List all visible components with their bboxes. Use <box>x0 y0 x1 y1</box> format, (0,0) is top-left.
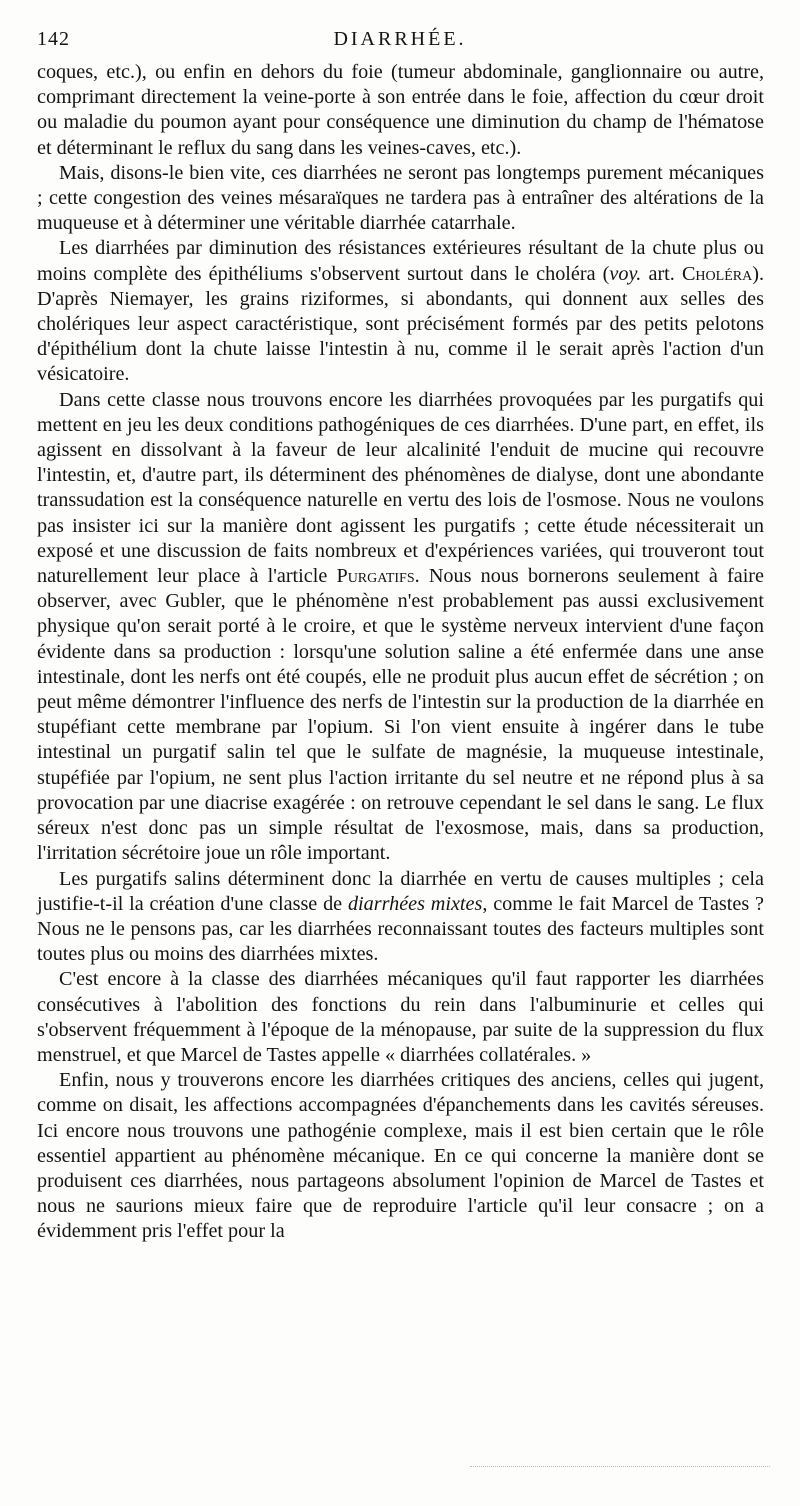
italic-run: diarrhées mixtes <box>347 892 483 915</box>
paragraph <box>37 60 764 161</box>
text-run: Les diarrhées par diminution des résistances extérieures résultant de la chute plus ou moins complète des épithéliums s'observent surtout dans le choléra ( <box>37 237 764 285</box>
text-run: coques, etc.), ou enfin en dehors du foie (tumeur abdominale, ganglionnaire ou autre, comprimant directement la veine-porte à son entrée dans le foie, affection du cœur droit ou maladie du poumon ayant pour conséquence une diminution du champ de l'hématose et déterminant le reflux du sang dans les veines-caves, etc.). <box>37 61 764 159</box>
footer-rule <box>470 1466 770 1471</box>
running-header <box>37 28 763 60</box>
paragraph <box>37 867 764 968</box>
text-run: Enfin, nous y trouverons encore les diarrhées critiques des anciens, celles qui jugent, comme on disait, les affections accompagnées d'épanchements dans les cavités séreuses. Ici encore nous trouvons une pathogénie complexe, mais il est bien certain que le rôle essentiel appartient au phénomène mécanique. En ce qui concerne la manière dont se produisent ces diarrhées, nous partageons absolument l'opinion de Marcel de Tastes et nous ne saurions mieux faire que de reproduire l'article qu'il leur consacre ; on a évidemment pris l'effet pour la <box>37 1069 764 1243</box>
text-run: ). D'après Niemayer, les grains riziformes, si abondants, qui donnent aux selles des cholériques leur aspect caractéristique, sont précisément formés par des petits pelotons d'épithélium dont la chute laisse l'intestin à nu, comme il le serait après l'action d'un vésicatoire. <box>37 262 764 386</box>
text-run: , comme le fait Marcel de Tastes ? Nous ne le pensons pas, car les diarrhées reconnaissant toutes des facteurs multiples sont toutes plus ou moins des diarrhées mixtes. <box>37 892 764 966</box>
paragraph <box>37 161 764 237</box>
text-run: Dans cette classe nous trouvons encore les diarrhées provoquées par les purgatifs qui mettent en jeu les deux conditions pathogéniques de ces diarrhées. D'une part, en effet, ils agissent en dissolvant à la faveur de leur alcalinité l'enduit de mucine qui recouvre l'intestin, et, d'autre part, ils déterminent des phénomènes de dialyse, dont une abondante transsudation est la conséquence naturelle en vertu des lois de l'osmose. Nous ne voulons pas insister ici sur la manière dont agissent les purgatifs ; cette étude nécessiterait un exposé et une discussion de faits nombreux et d'expériences variées, qui trouveront tout naturellement leur place à l'article <box>37 388 764 588</box>
paragraph <box>37 388 764 867</box>
small-caps-run: Choléra <box>681 262 753 285</box>
text-run: art. <box>641 262 682 285</box>
body-text <box>37 60 764 1245</box>
paragraph <box>37 236 764 387</box>
paragraph <box>37 967 764 1068</box>
text-run: C'est encore à la classe des diarrhées mécaniques qu'il faut rapporter les diarrhées consécutives à l'abolition des fonctions du rein dans l'albuminurie et celles qui s'observent fréquemment à l'époque de la ménopause, par suite de la suppression du flux menstruel, et que Marcel de Tastes appelle « diarrhées collatérales. » <box>37 968 764 1066</box>
text-run: . Nous nous bornerons seulement à faire observer, avec Gubler, que le phénomène n'est probablement pas aussi exclusivement physique qu'on serait porté à le croire, et que le système nerveux intervient d'une façon évidente dans sa production : lorsqu'une solution saline a été enfermée dans une anse intestinale, dont les nerfs ont été coupés, elle ne produit plus aucun effet de sécrétion ; on peut même démontrer l'influence des nerfs de l'intestin sur la production de la diarrhée en stupéfiant cette membrane par l'opium. Si l'on vient ensuite à ingérer dans le tube intestinal un purgatif salin tel que le sulfate de magnésie, la muqueuse intestinale, stupéfiée par l'opium, ne sent plus l'action irritante du sel neutre et ne répond plus à sa provocation par une diacrise exagérée : on retrouve cependant le sel dans le sang. Le flux séreux n'est donc pas un simple résultat de l'exosmose, mais, dans sa production, l'irritation sécrétoire joue un rôle important. <box>37 565 764 865</box>
page-number: 142 <box>37 28 70 50</box>
text-run: Les purgatifs salins déterminent donc la diarrhée en vertu de causes multiples ; cela justifie-t-il la création d'une classe de <box>37 867 764 915</box>
text-run: Mais, disons-le bien vite, ces diarrhées ne seront pas longtemps purement mécaniques ; cette congestion des veines mésaraïques ne tardera pas à entraîner des altérations de la muqueuse et à déterminer une véritable diarrhée catarrhale. <box>37 161 764 235</box>
small-caps-run: Purgatifs <box>336 565 415 588</box>
paragraph <box>37 1068 764 1244</box>
italic-run: voy. <box>609 262 642 285</box>
running-title: DIARRHÉE. <box>333 28 467 50</box>
